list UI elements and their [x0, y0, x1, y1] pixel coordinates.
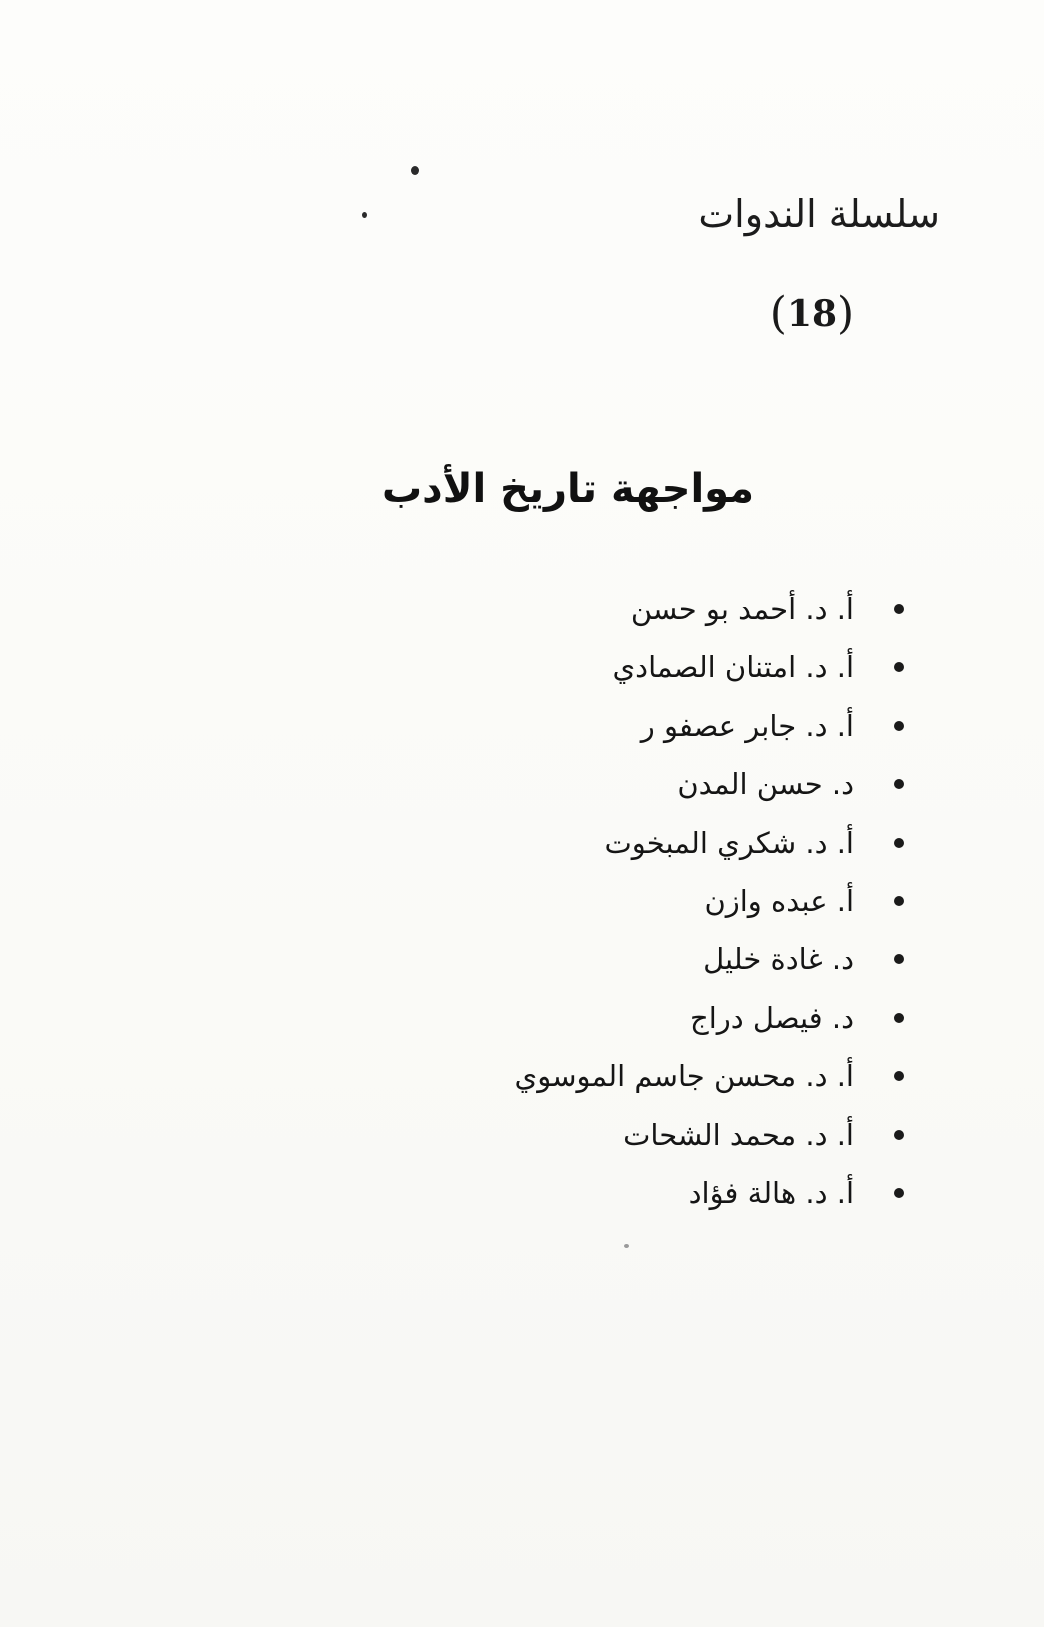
- author-item: [384, 1106, 904, 1164]
- author-item: [384, 989, 904, 1047]
- author-name: د. حسن المدن: [677, 767, 854, 802]
- author-name: أ. عبده وازن: [704, 883, 854, 918]
- bullet-icon: [894, 721, 904, 731]
- bullet-icon: [894, 1130, 904, 1140]
- author-item: [384, 580, 904, 638]
- close-paren-glyph: ): [837, 288, 855, 339]
- author-item: [384, 697, 904, 755]
- author-list: [384, 580, 904, 1222]
- author-item: [384, 755, 904, 813]
- author-name: أ. د. هالة فؤاد: [688, 1175, 854, 1210]
- book-title: مواجهة تاريخ الأدب: [381, 466, 754, 512]
- series-number-value: 18: [786, 293, 838, 335]
- author-name: أ. د. امتنان الصمادي: [612, 650, 854, 685]
- author-item: [384, 930, 904, 988]
- author-name: أ. د. جابر عصفو ر: [640, 708, 854, 743]
- bullet-icon: [894, 838, 904, 848]
- ink-speck: [624, 1244, 629, 1248]
- bullet-icon: [894, 779, 904, 789]
- author-item: [384, 872, 904, 930]
- ink-speck: [411, 166, 419, 175]
- ink-speck: [362, 212, 367, 218]
- author-name: أ. د. شكري المبخوت: [604, 825, 854, 860]
- bullet-icon: [894, 896, 904, 906]
- author-name: أ. د. محسن جاسم الموسوي: [514, 1059, 854, 1094]
- bullet-icon: [894, 1071, 904, 1081]
- bullet-icon: [894, 1188, 904, 1198]
- author-item: [384, 1164, 904, 1222]
- series-title: سلسلة الندوات: [698, 192, 940, 236]
- bullet-icon: [894, 662, 904, 672]
- author-name: د. فيصل دراج: [690, 1000, 854, 1035]
- author-item: [384, 1047, 904, 1105]
- series-number: [752, 286, 872, 337]
- author-name: أ. د. محمد الشحات: [623, 1117, 854, 1152]
- bullet-icon: [894, 604, 904, 614]
- author-name: أ. د. أحمد بو حسن: [630, 592, 854, 626]
- author-item: [384, 814, 904, 872]
- open-paren-glyph: (: [769, 288, 787, 339]
- bullet-icon: [894, 1013, 904, 1023]
- author-item: [384, 638, 904, 696]
- bullet-icon: [894, 954, 904, 964]
- author-name: د. غادة خليل: [703, 942, 854, 977]
